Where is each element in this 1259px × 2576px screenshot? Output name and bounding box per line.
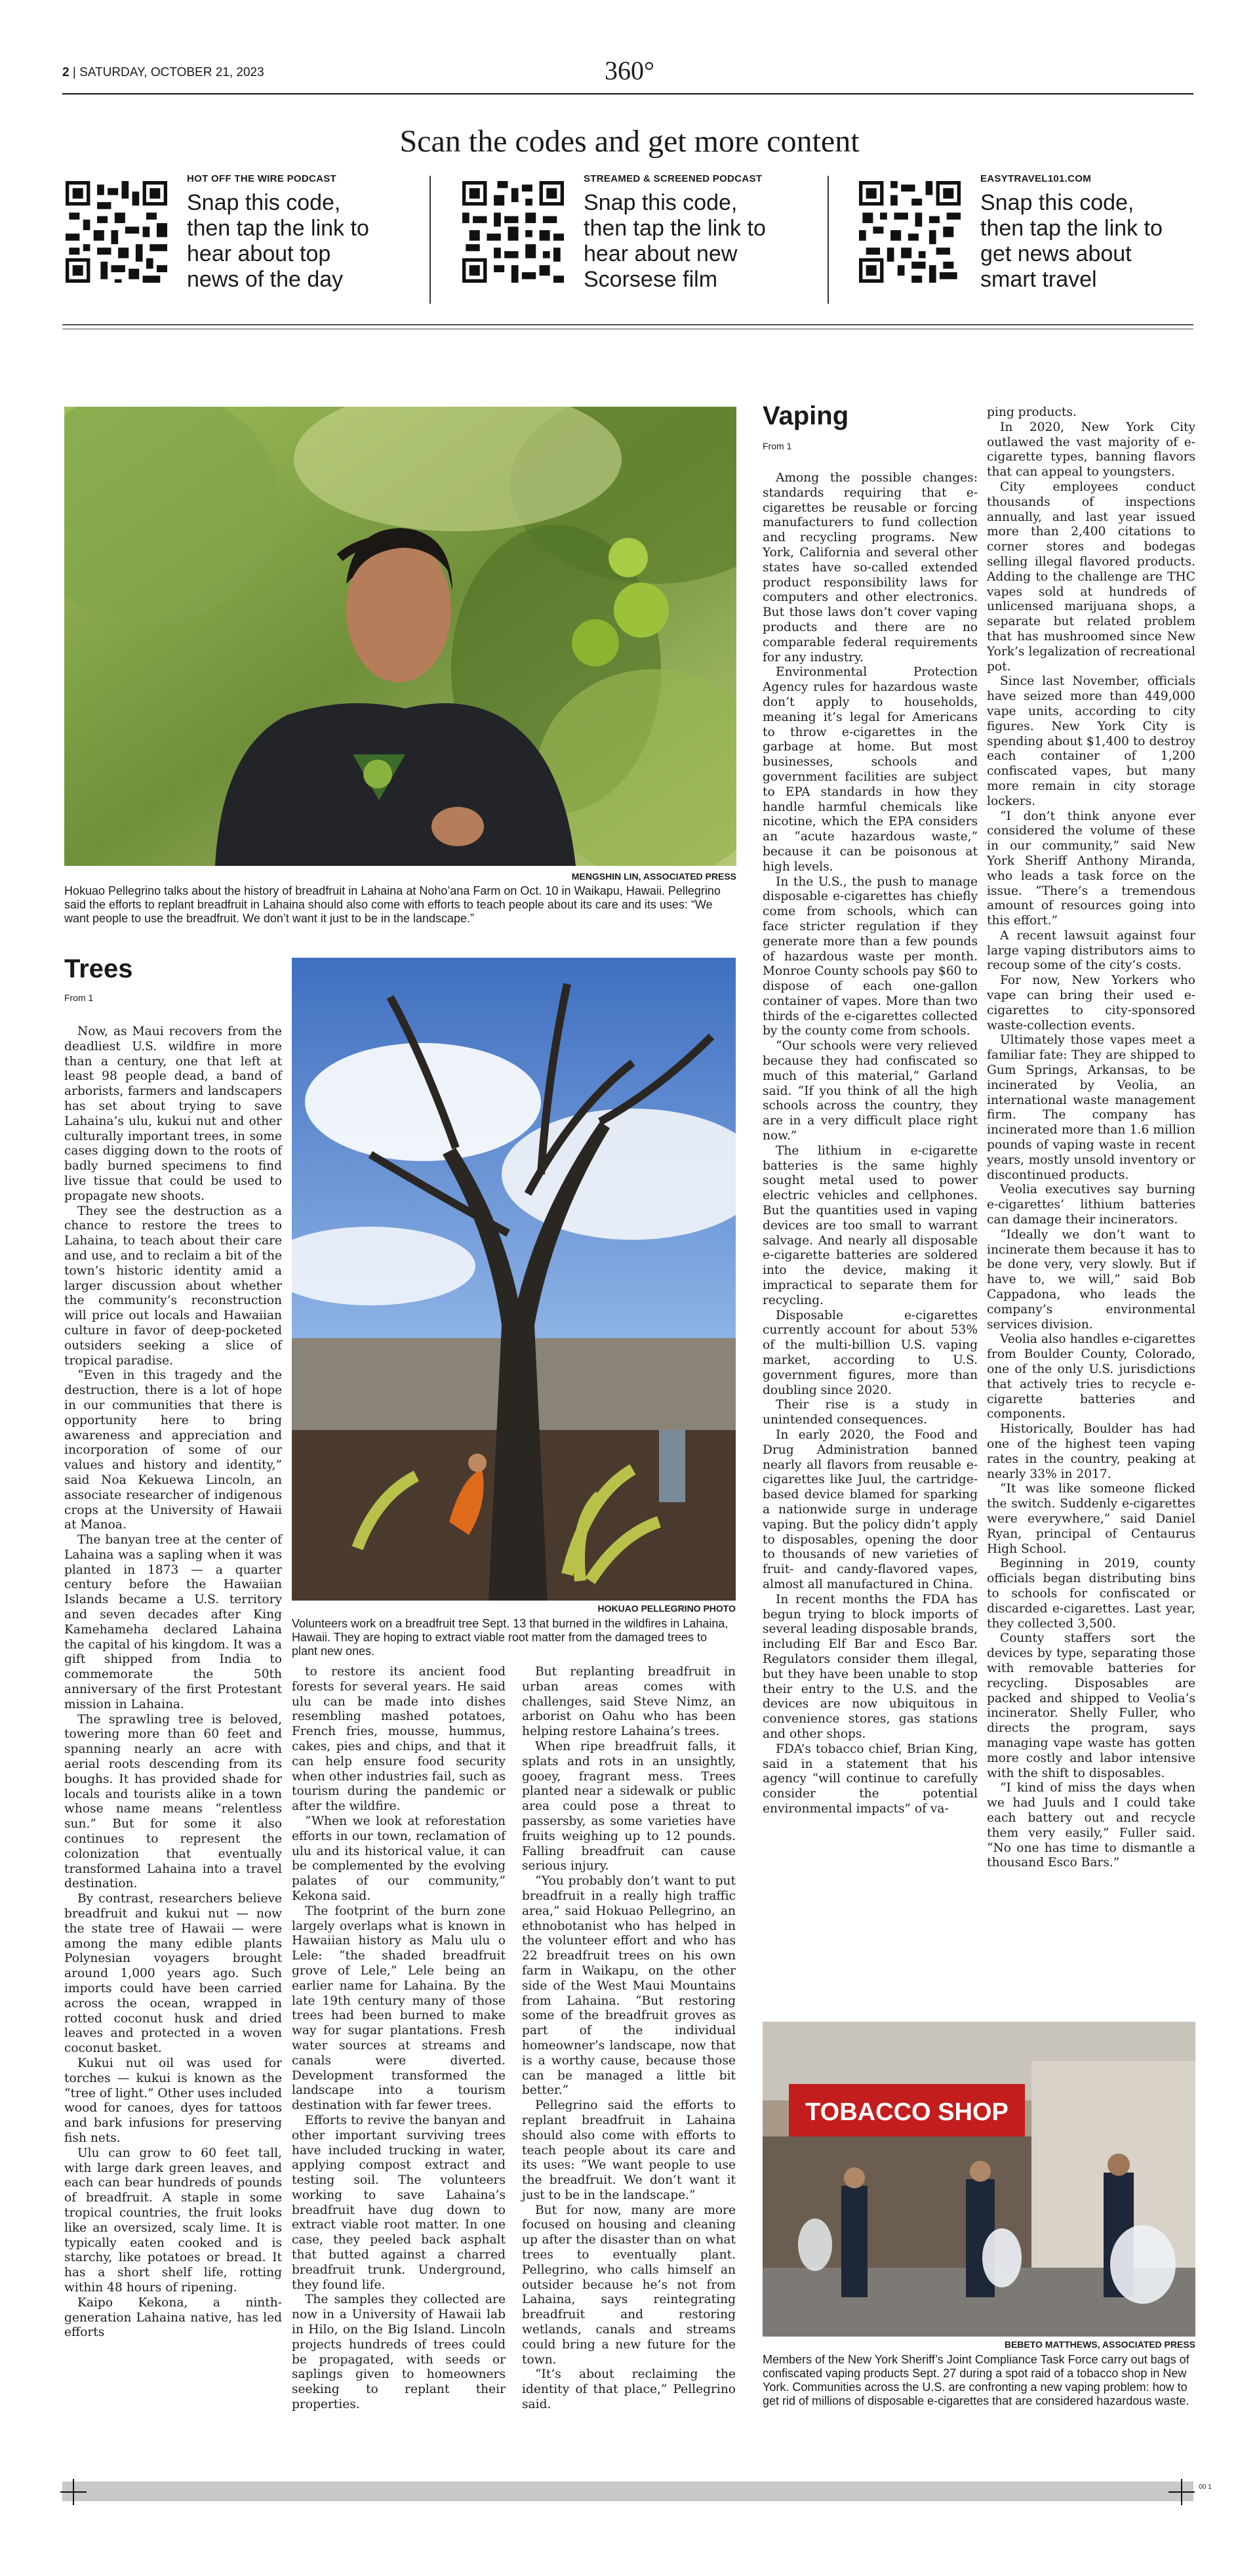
qr-code-icon[interactable] xyxy=(66,181,167,283)
trees-column-2: to restore its ancient food forests for several years. He said ulu can be made into dishes resembling mashed potatoes, French fries, mousse, hummus, cakes, pies and chips, and that it can help ensure food security when other industries fail, such as tourism during the pandemic or after the wildfire. “When we look at reforestation efforts in our town, reclamation of ulu and its historical value, it can be complemented by the evolving palates of our community,” Kekona said. The footprint of the burn zone largely overlaps what is known in Hawaiian history as Malu ulu o Lele: “the shaded breadfruit grove of Lele,” Lele being an earlier name for Lahaina. By the late 19th century many of those trees had been burned to make way for sugar plantations. Fresh water sources at streams and canals were diverted. Development transformed the landscape into a tourism destination with far fewer trees. Efforts to revive the banyan and other important surviving trees have included trucking in water, applying compost extract and testing soil. The volunteers working to save Lahaina’s breadfruit have dug down to extract viable root matter. In one case, they peeled back asphalt that butted against a charred breadfruit trunk. Underground, they found life. The samples they collected are now in a University of Hawaii lab in Hilo, on the Big Island. Lincoln projects hundreds of trees could be propagated, with seeds or saplings given to homeowners seeking to replant their properties. xyxy=(292,1665,506,2412)
promo-kicker: STREAMED & SCREENED PODCAST xyxy=(584,173,763,184)
promo-kicker: EASYTRAVEL101.COM xyxy=(980,173,1092,184)
qr-code-icon[interactable] xyxy=(462,181,564,283)
promo-item-2[interactable] xyxy=(462,172,803,303)
promo-item-3[interactable] xyxy=(859,172,1200,303)
promo-rule xyxy=(62,324,1193,325)
trees-column-3: But replanting breadfruit in urban areas comes with challenges, said Steve Nimz, an arborist on Oahu who has been helping restore Lahaina’s trees. When ripe breadfruit falls, it splats and rots in an unsightly, gooey, fragrant mess. Trees planted near a sidewalk or public area could pose a threat to passersby, as some varieties have fruits weighing up to 12 pounds. Falling breadfruit can cause serious injury. “You probably don’t want to put breadfruit in a really high traffic area,” said Hokuao Pellegrino, an ethnobotanist who has helped in the volunteer effort and who has 22 breadfruit trees on his own farm in Waikapu, on the other side of the West Maui Mountains from Lahaina. “But restoring some of the breadfruit groves as part of the individual homeowner’s landscape, now that is a worthy cause, because those can be managed a little bit better.” Pellegrino said the efforts to replant breadfruit in Lahaina should also come with efforts to teach people about its care and its uses: “We want people to use the breadfruit. We don’t want it just to be in the landscape.” But for now, many are more focused on housing and cleaning up after the disaster than on what trees to eventually plant. Pellegrino, who calls himself an outsider because he’s not from Lahaina, says reintegrating breadfruit and restoring wetlands, canals and streams could bring a new future for the town. “It’s about reclaiming the identity of that place,” Pellegrino said. xyxy=(522,1665,736,2412)
registration-mark-icon xyxy=(1169,2479,1195,2505)
vaping-column-2: ping products. In 2020, New York City outlawed the vast majority of e-cigarette types, banning flavors that can appeal to youngsters. City employees conduct thousands of inspections annually, and last year issued more than 2,400 citations to corner stores and bodegas selling illegal flavored products. Adding to the challenge are THC vapes sold at hundreds of unlicensed marijuana shops, a separate but related problem that has mushroomed since New York’s legalization of recreational pot. Since last November, officials have seized more than 449,000 vape units, according to city figures. New York City is spending about $1,400 to destroy each container of 1,200 confiscated vapes, but many more remain in city storage lockers. “I don’t think anyone ever considered the volume of these in our community,” said New York Sheriff Anthony Miranda, who leads a task force on the issue. “There’s a tremendous amount of resources going into this effort.” A recent lawsuit against four large vaping distributors aims to recoup some of the city’s costs. For now, New Yorkers who vape can bring their used e-cigarettes to city-sponsored waste-collection events. Ultimately those vapes meet a familiar fate: They are shipped to Gum Springs, Arkansas, to be incinerated by Veolia, an international waste management firm. The company has incinerated more than 1.6 million pounds of vaping waste in recent years, mostly unsold inventory or discontinued products. Veolia executives say burning e-cigarettes’ lithium batteries can damage their incinerators. “Ideally we don’t want to incinerate them because it has to be done very, very slowly. But if have to, we will,” said Bob Cappadona, who leads the company’s environmental services division. Veolia also handles e-cigarettes from Boulder County, Colorado, one of the only U.S. jurisdictions that actively tries to recycle e-cigarette batteries and components. Historically, Boulder has had one of the highest teen vaping rates in the country, peaking at nearly 33% in 2017. “It was like someone flicked the switch. Suddenly e-cigarettes were everywhere,” said Daniel Ryan, principal of Centaurus High School. Beginning in 2019, county officials began distributing bins to schools for confiscated or discarded e-cigarettes. Last year, they collected 3,500. County staffers sort the devices by type, separating those with removable batteries for recycling. Disposables are packed and shipped to Veolia’s incinerator. Shelly Fuller, who directs the program, says managing vape waste has gotten more costly and labor intensive with the shift to disposables. “I kind of miss the days when we had Juuls and I could take each battery out and recycle them very easily,” Fuller said. “No one has time to dismantle a thousand Esco Bars.” xyxy=(987,405,1195,1870)
promo-text: Snap this code, then tap the link to get news about smart travel xyxy=(980,190,1163,292)
footer-bar xyxy=(62,2482,1193,2501)
jump-line: From 1 xyxy=(64,992,94,1003)
qr-code-icon[interactable] xyxy=(859,181,961,283)
page-folio: 2 | SATURDAY, OCTOBER 21, 2023 xyxy=(62,66,264,79)
photo-credit: MENGSHIN LIN, ASSOCIATED PRESS xyxy=(571,871,736,882)
tobacco-shop-raid-photo xyxy=(763,2022,1195,2337)
header-rule xyxy=(62,93,1193,94)
page-marks: 00 1 xyxy=(1199,2484,1212,2491)
photo-credit: HOKUAO PELLEGRINO PHOTO xyxy=(597,1603,736,1614)
article-headline-vaping: Vaping xyxy=(763,401,849,430)
article-headline-trees: Trees xyxy=(64,954,133,983)
burned-breadfruit-tree-photo xyxy=(292,958,736,1601)
section-title: 360° xyxy=(605,56,654,85)
jump-line: From 1 xyxy=(763,441,792,451)
trees-column-1: Now, as Maui recovers from the deadliest U.S. wildfire in more than a century, one that left at least 98 people dead, a band of arborists, farmers and landscapers has set about trying to save Lahaina’s ulu, kukui nut and other culturally important trees, in some cases digging down to the roots of badly burned specimens to find live tissue that could be used to propagate new shoots. They see the destruction as a chance to restore the trees to Lahaina, to teach about their care and use, and to reclaim a bit of the town’s historic identity amid a larger discussion about whether the community’s reconstruction will price out locals and Hawaiian culture in favor of deep-pocketed outsiders seeking a slice of tropical paradise. “Even in this tragedy and the destruction, there is a lot of hope in our communities that there is opportunity here to bring awareness and appreciation and incorporation of some of our values and history and identity,” said Noa Kekuewa Lincoln, an associate researcher of indigenous crops at the University of Hawaii at Manoa. The banyan tree at the center of Lahaina was a sapling when it was planted in 1873 — a quarter century before the Hawaiian Islands became a U.S. territory and seven decades after King Kamehameha declared Lahaina the capital of his kingdom. It was a gift shipped from India to commemorate the 50th anniversary of the first Protestant mission in Lahaina. The sprawling tree is beloved, towering more than 60 feet and spanning nearly an acre with aerial roots descending from its boughs. It has provided shade for locals and tourists alike in a town whose name means “relentless sun.” But for some it also continues to represent the colonization that eventually transformed Lahaina into a travel destination. By contrast, researchers believe breadfruit and kukui nut — now the state tree of Hawaii — were among the many edible plants Polynesian voyagers brought around 1,000 years ago. Such imports could have been carried across the ocean, wrapped in rotted coconut husk and dried leaves and protected in a woven coconut basket. Kukui nut oil was used for torches — kukui is known as the “tree of light.” Other uses included wood for canoes, dyes for tattoos and bark infusions for preserving fish nets. Ulu can grow to 60 feet tall, with large dark green leaves, and each can bear hundreds of pounds of breadfruit. A staple in some tropical countries, the fruit looks like an oversized, scaly lime. It is typically eaten cooked and is starchy, like potatoes or bread. It has a short shelf life, rotting within 48 hours of ripening. Kaipo Kekona, a ninth-generation Lahaina native, has led efforts xyxy=(64,1025,282,2340)
photo-caption: Members of the New York Sheriff’s Joint Compliance Task Force carry out bags of confiscated vaping products Sept. 27 during a spot raid of a tobacco shop in New York. Communities across the U.S. are confronting a new vaping problem: how to get rid of millions of disposable e-cigarettes that are considered hazardous waste. xyxy=(763,2353,1189,2407)
photo-credit: BEBETO MATTHEWS, ASSOCIATED PRESS xyxy=(1004,2339,1195,2350)
promo-kicker: HOT OFF THE WIRE PODCAST xyxy=(187,173,337,184)
vaping-column-1: Among the possible changes: standards requiring that e-cigarettes be reusable or forcing manufacturers to fund collection and recycling programs. New York, California and several other states have so-called extended product responsibility laws for computers and other electronics. But those laws don’t cover vaping products and there are no comparable federal requirements for any industry. Environmental Protection Agency rules for hazardous waste don’t apply to households, meaning it’s legal for Americans to throw e-cigarettes in the garbage at home. But most businesses, schools and government facilities are subject to EPA standards in how they handle harmful chemicals like nicotine, which the EPA considers an “acute hazardous waste,” because it can be poisonous at high levels. In the U.S., the push to manage disposable e-cigarettes has chiefly come from schools, which can face stricter regulation if they generate more than a few pounds of hazardous waste per month. Monroe County schools pay $60 to dispose of each one-gallon container of vapes. More than two thirds of the e-cigarettes collected by the county come from schools. “Our schools were very relieved because they had confiscated so much of this material,” Garland said. “If you think of all the high schools across the country, they are in a very difficult place right now.” The lithium in e-cigarette batteries is the same highly sought metal used to power electric vehicles and cellphones. But the quantities used in vaping devices are too small to warrant salvage. And nearly all disposable e-cigarette batteries are soldered into the device, making it impractical to separate them for recycling. Disposable e-cigarettes currently account for about 53% of the multi-billion U.S. vaping market, according to U.S. government figures, more than doubling since 2020. Their rise is a study in unintended consequences. In early 2020, the Food and Drug Administration banned nearly all flavors from reusable e-cigarettes like Juul, the cartridge-based device blamed for sparking a nationwide surge in underage vaping. But the policy didn’t apply to disposables, opening the door to thousands of new varieties of fruit- and candy-flavored vapes, almost all manufactured in China. In recent months the FDA has begun trying to block imports of several leading disposable brands, including Elf Bar and Esco Bar. Regulators consider them illegal, but they have been unable to stop their entry to the U.S. and the devices are now ubiquitous in convenience stores, gas stations and other shops. FDA’s tobacco chief, Brian King, said in a statement that his agency “will continue to carefully consider the potential environmental impacts” of va- xyxy=(763,471,978,1816)
promo-item-1[interactable] xyxy=(66,172,407,303)
promo-divider xyxy=(828,176,829,304)
shop-sign: TOBACCO SHOP xyxy=(805,2098,1009,2126)
promo-text: Snap this code, then tap the link to hear about top news of the day xyxy=(187,190,369,292)
promo-text: Snap this code, then tap the link to hear about new Scorsese film xyxy=(584,190,766,292)
promo-divider xyxy=(430,176,431,304)
registration-mark-icon xyxy=(60,2479,87,2505)
breadfruit-farmer-photo xyxy=(64,407,736,866)
photo-caption: Volunteers work on a breadfruit tree Sept. 13 that burned in the wildfires in Lahaina, Hawaii. They are hoping to extract viable root matter from the damaged trees to plant new ones. xyxy=(292,1617,729,1658)
promo-title: Scan the codes and get more content xyxy=(399,124,860,159)
photo-caption: Hokuao Pellegrino talks about the history of breadfruit in Lahaina at Noho’ana Farm on Oct. 10 in Waikapu, Hawaii. Pellegrino said the efforts to replant breadfruit in Lahaina should also come with efforts to teach people about its care and its uses: “We want people to use the breadfruit. We don’t want it just to be in the landscape.” xyxy=(64,884,721,925)
